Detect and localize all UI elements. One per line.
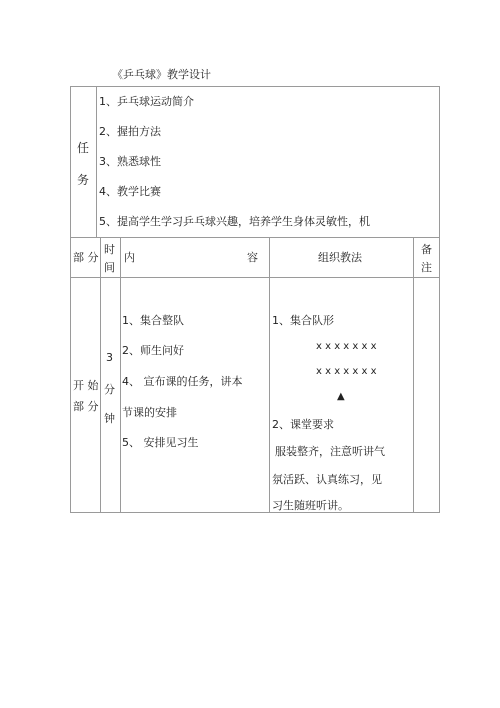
header-content-right: 容 — [247, 251, 258, 264]
formation-row: x x x x x x x — [316, 341, 377, 352]
table-border-left — [70, 86, 71, 513]
col-divider-part — [100, 237, 101, 513]
task-item: 1、乒乓球运动简介 — [99, 95, 194, 108]
content-item: 5、 安排见习生 — [122, 436, 199, 449]
table-border-right — [439, 86, 440, 513]
content-item: 2、师生问好 — [122, 344, 184, 357]
section-time-value: 3 — [106, 351, 113, 364]
method-item: 习生随班听讲。 — [272, 499, 349, 512]
header-part: 部 分 — [73, 251, 99, 264]
table-divider-header — [70, 277, 440, 278]
teacher-triangle-icon: ▲ — [337, 391, 345, 402]
task-label-bottom: 务 — [77, 173, 90, 187]
section-part-top: 开 始 — [73, 379, 99, 392]
header-time-bottom: 间 — [104, 261, 115, 274]
task-column-divider — [96, 86, 97, 238]
table-divider-tasks — [70, 237, 440, 238]
table-border-bottom — [70, 512, 440, 513]
content-item: 节课的安排 — [122, 406, 177, 419]
content-item: 1、集合整队 — [122, 314, 184, 327]
header-method: 组织教法 — [318, 251, 362, 264]
header-note-bottom: 注 — [421, 261, 432, 274]
method-item: 氛活跃、认真练习，见 — [272, 473, 382, 486]
table-border-top — [70, 86, 440, 87]
task-item: 5、提高学生学习乒乓球兴趣，培养学生身体灵敏性，机 — [99, 215, 370, 228]
header-time-top: 时 — [104, 243, 115, 256]
formation-row: x x x x x x x — [316, 366, 377, 377]
method-item: 1、集合队形 — [272, 314, 334, 327]
task-item: 4、教学比赛 — [99, 185, 161, 198]
section-time-unit-top: 分 — [104, 383, 115, 396]
task-item: 3、熟悉球性 — [99, 155, 161, 168]
method-item: 服装整齐，注意听讲气 — [275, 445, 385, 458]
header-content-left: 内 — [124, 251, 135, 264]
header-note-top: 备 — [421, 243, 432, 256]
section-time-unit-bottom: 钟 — [104, 412, 115, 425]
col-divider-content — [269, 237, 270, 513]
document-title: 《乒乓球》教学设计 — [112, 68, 211, 81]
task-item: 2、握拍方法 — [99, 125, 161, 138]
col-divider-method — [413, 237, 414, 513]
section-part-bottom: 部 分 — [73, 400, 99, 413]
method-item: 2、课堂要求 — [272, 418, 334, 431]
task-label-top: 任 — [77, 141, 90, 155]
content-item: 4、 宣布课的任务，讲本 — [122, 375, 243, 388]
col-divider-time — [120, 237, 121, 513]
